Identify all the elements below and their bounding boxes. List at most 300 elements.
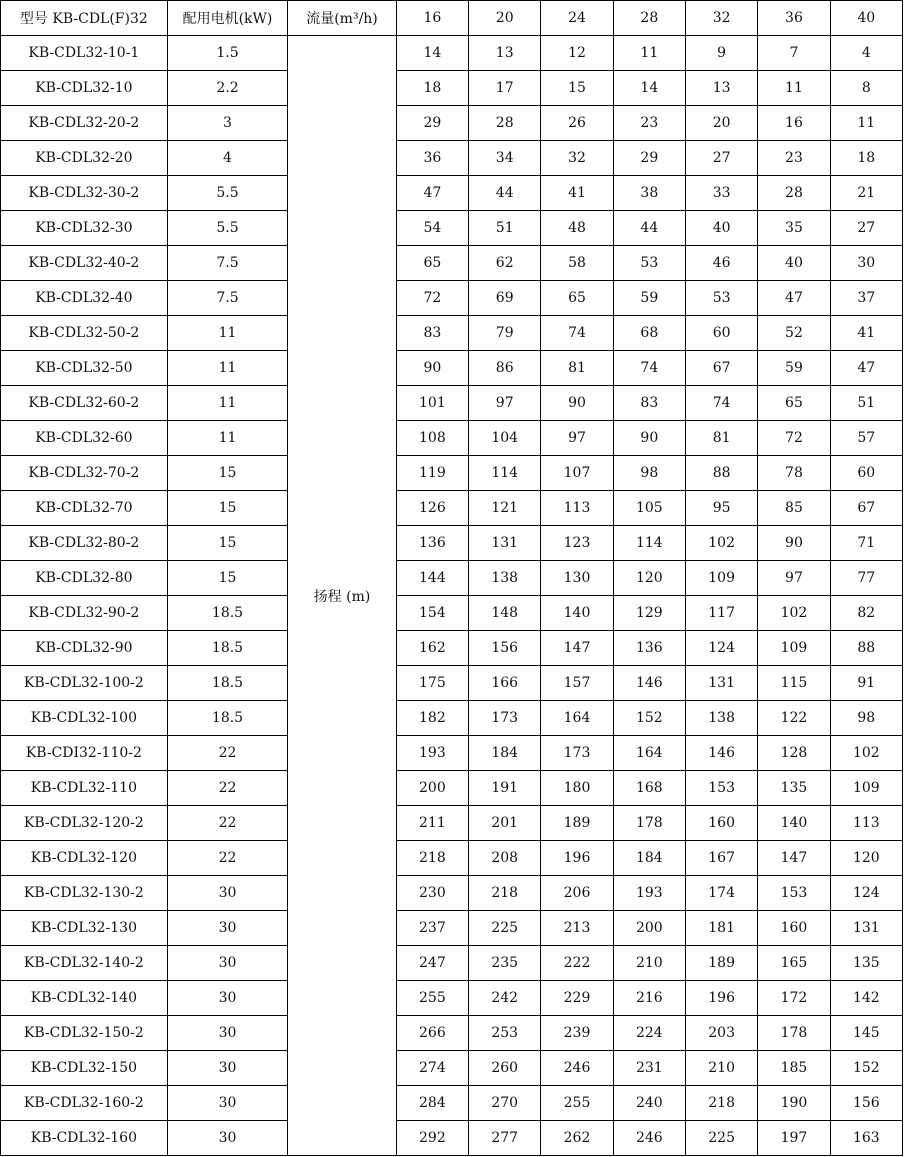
- head-value-cell: 253: [469, 1016, 541, 1051]
- power-cell: 1.5: [167, 36, 288, 71]
- header-row: [1, 1, 903, 36]
- head-value-cell: 52: [758, 316, 830, 351]
- table-row: [1, 36, 903, 71]
- head-value-cell: 152: [613, 701, 685, 736]
- head-value-cell: 230: [396, 876, 468, 911]
- head-value-cell: 260: [469, 1051, 541, 1086]
- head-value-cell: 140: [758, 806, 830, 841]
- model-cell: KB-CDL32-90-2: [1, 596, 168, 631]
- head-value-cell: 175: [396, 666, 468, 701]
- head-value-cell: 247: [396, 946, 468, 981]
- head-value-cell: 101: [396, 386, 468, 421]
- head-value-cell: 173: [541, 736, 613, 771]
- head-value-cell: 138: [469, 561, 541, 596]
- table-row: [1, 736, 903, 771]
- model-cell: KB-CDL32-160: [1, 1121, 168, 1156]
- head-value-cell: 40: [758, 246, 830, 281]
- head-value-cell: 193: [613, 876, 685, 911]
- head-value-cell: 131: [469, 526, 541, 561]
- head-value-cell: 122: [758, 701, 830, 736]
- head-value-cell: 11: [613, 36, 685, 71]
- head-value-cell: 74: [685, 386, 757, 421]
- head-value-cell: 13: [685, 71, 757, 106]
- head-value-cell: 190: [758, 1086, 830, 1121]
- head-value-cell: 224: [613, 1016, 685, 1051]
- table-row: [1, 946, 903, 981]
- head-value-cell: 90: [541, 386, 613, 421]
- power-cell: 22: [167, 841, 288, 876]
- table-row: [1, 1051, 903, 1086]
- model-cell: KB-CDL32-80: [1, 561, 168, 596]
- head-value-cell: 182: [396, 701, 468, 736]
- table-row: [1, 631, 903, 666]
- power-cell: 2.2: [167, 71, 288, 106]
- head-value-cell: 44: [613, 211, 685, 246]
- head-value-cell: 79: [469, 316, 541, 351]
- head-value-cell: 40: [685, 211, 757, 246]
- head-value-cell: 102: [685, 526, 757, 561]
- head-value-cell: 145: [830, 1016, 902, 1051]
- head-value-cell: 108: [396, 421, 468, 456]
- head-value-cell: 77: [830, 561, 902, 596]
- head-value-cell: 37: [830, 281, 902, 316]
- head-value-cell: 255: [396, 981, 468, 1016]
- head-value-cell: 164: [541, 701, 613, 736]
- head-value-cell: 154: [396, 596, 468, 631]
- table-row: [1, 456, 903, 491]
- model-cell: KB-CDL32-80-2: [1, 526, 168, 561]
- head-value-cell: 222: [541, 946, 613, 981]
- head-value-cell: 135: [758, 771, 830, 806]
- model-cell: KB-CDL32-90: [1, 631, 168, 666]
- head-value-cell: 168: [613, 771, 685, 806]
- head-value-cell: 97: [541, 421, 613, 456]
- table-row: [1, 1086, 903, 1121]
- head-value-cell: 178: [758, 1016, 830, 1051]
- head-value-cell: 121: [469, 491, 541, 526]
- head-value-cell: 36: [396, 141, 468, 176]
- head-value-cell: 107: [541, 456, 613, 491]
- head-value-cell: 231: [613, 1051, 685, 1086]
- head-value-cell: 120: [830, 841, 902, 876]
- head-value-cell: 78: [758, 456, 830, 491]
- head-value-cell: 208: [469, 841, 541, 876]
- head-value-cell: 218: [685, 1086, 757, 1121]
- head-value-cell: 138: [685, 701, 757, 736]
- head-value-cell: 41: [830, 316, 902, 351]
- head-value-cell: 41: [541, 176, 613, 211]
- model-cell: KB-CDL32-60-2: [1, 386, 168, 421]
- head-value-cell: 115: [758, 666, 830, 701]
- power-cell: 22: [167, 736, 288, 771]
- model-cell: KB-CDL32-20: [1, 141, 168, 176]
- head-value-cell: 255: [541, 1086, 613, 1121]
- head-value-cell: 136: [396, 526, 468, 561]
- model-cell: KB-CDL32-100: [1, 701, 168, 736]
- power-cell: 15: [167, 491, 288, 526]
- head-value-cell: 72: [396, 281, 468, 316]
- table-row: [1, 911, 903, 946]
- head-value-cell: 53: [685, 281, 757, 316]
- power-cell: 7.5: [167, 281, 288, 316]
- head-value-cell: 104: [469, 421, 541, 456]
- model-cell: KB-CDL32-110: [1, 771, 168, 806]
- head-value-cell: 38: [613, 176, 685, 211]
- head-value-cell: 160: [685, 806, 757, 841]
- head-value-cell: 152: [830, 1051, 902, 1086]
- head-value-cell: 95: [685, 491, 757, 526]
- head-value-cell: 200: [396, 771, 468, 806]
- head-value-cell: 68: [613, 316, 685, 351]
- model-cell: KB-CDL32-150-2: [1, 1016, 168, 1051]
- head-value-cell: 27: [685, 141, 757, 176]
- head-value-cell: 165: [758, 946, 830, 981]
- head-value-cell: 88: [685, 456, 757, 491]
- head-value-cell: 74: [613, 351, 685, 386]
- head-value-cell: 29: [396, 106, 468, 141]
- head-value-cell: 35: [758, 211, 830, 246]
- head-value-cell: 11: [758, 71, 830, 106]
- head-value-cell: 109: [830, 771, 902, 806]
- head-value-cell: 292: [396, 1121, 468, 1156]
- head-value-cell: 135: [830, 946, 902, 981]
- head-value-cell: 97: [469, 386, 541, 421]
- head-value-cell: 14: [396, 36, 468, 71]
- head-value-cell: 109: [685, 561, 757, 596]
- head-value-cell: 47: [830, 351, 902, 386]
- head-value-cell: 51: [469, 211, 541, 246]
- model-cell: KB-CDL32-30-2: [1, 176, 168, 211]
- head-value-cell: 167: [685, 841, 757, 876]
- head-value-cell: 136: [613, 631, 685, 666]
- head-value-cell: 18: [830, 141, 902, 176]
- head-value-cell: 225: [685, 1121, 757, 1156]
- head-value-cell: 262: [541, 1121, 613, 1156]
- head-value-cell: 235: [469, 946, 541, 981]
- table-row: [1, 981, 903, 1016]
- power-cell: 11: [167, 386, 288, 421]
- table-body: [1, 1, 903, 1156]
- head-value-cell: 153: [758, 876, 830, 911]
- head-value-cell: 124: [685, 631, 757, 666]
- head-value-cell: 178: [613, 806, 685, 841]
- table-row: [1, 526, 903, 561]
- power-cell: 18.5: [167, 596, 288, 631]
- head-value-cell: 82: [830, 596, 902, 631]
- head-value-cell: 246: [613, 1121, 685, 1156]
- power-cell: 30: [167, 1051, 288, 1086]
- head-value-cell: 60: [685, 316, 757, 351]
- head-value-cell: 105: [613, 491, 685, 526]
- flow-value-cell: 20: [469, 1, 541, 36]
- head-value-cell: 172: [758, 981, 830, 1016]
- head-value-cell: 30: [830, 246, 902, 281]
- head-value-cell: 206: [541, 876, 613, 911]
- model-cell: KB-CDL32-50: [1, 351, 168, 386]
- head-value-cell: 210: [613, 946, 685, 981]
- head-value-cell: 57: [830, 421, 902, 456]
- model-cell: KB-CDL32-10-1: [1, 36, 168, 71]
- head-value-cell: 147: [758, 841, 830, 876]
- power-cell: 22: [167, 806, 288, 841]
- head-value-cell: 33: [685, 176, 757, 211]
- table-row: [1, 666, 903, 701]
- head-value-cell: 191: [469, 771, 541, 806]
- head-value-cell: 240: [613, 1086, 685, 1121]
- head-value-cell: 8: [830, 71, 902, 106]
- head-value-cell: 153: [685, 771, 757, 806]
- power-cell: 11: [167, 421, 288, 456]
- head-value-cell: 119: [396, 456, 468, 491]
- table-row: [1, 141, 903, 176]
- table-row: [1, 1016, 903, 1051]
- head-value-cell: 131: [685, 666, 757, 701]
- head-value-cell: 211: [396, 806, 468, 841]
- model-cell: KB-CDL32-70-2: [1, 456, 168, 491]
- head-value-cell: 98: [830, 701, 902, 736]
- head-value-cell: 13: [469, 36, 541, 71]
- power-cell: 7.5: [167, 246, 288, 281]
- head-value-cell: 34: [469, 141, 541, 176]
- head-value-cell: 277: [469, 1121, 541, 1156]
- model-cell: KB-CDL32-30: [1, 211, 168, 246]
- model-cell: KB-CDL32-40-2: [1, 246, 168, 281]
- table-row: [1, 1121, 903, 1156]
- head-value-cell: 54: [396, 211, 468, 246]
- head-value-cell: 27: [830, 211, 902, 246]
- power-cell: 30: [167, 1121, 288, 1156]
- head-value-cell: 91: [830, 666, 902, 701]
- table-row: [1, 806, 903, 841]
- head-value-cell: 7: [758, 36, 830, 71]
- head-value-cell: 28: [758, 176, 830, 211]
- power-cell: 18.5: [167, 666, 288, 701]
- power-cell: 11: [167, 351, 288, 386]
- head-value-cell: 174: [685, 876, 757, 911]
- model-header: 型号 KB-CDL(F)32: [1, 1, 168, 36]
- head-value-cell: 123: [541, 526, 613, 561]
- flow-value-cell: 16: [396, 1, 468, 36]
- head-value-cell: 148: [469, 596, 541, 631]
- power-cell: 15: [167, 561, 288, 596]
- head-value-cell: 90: [396, 351, 468, 386]
- head-value-cell: 28: [469, 106, 541, 141]
- head-value-cell: 29: [613, 141, 685, 176]
- head-value-cell: 162: [396, 631, 468, 666]
- head-value-cell: 128: [758, 736, 830, 771]
- head-value-cell: 65: [758, 386, 830, 421]
- model-cell: KB-CDL32-150: [1, 1051, 168, 1086]
- model-cell: KB-CDL32-50-2: [1, 316, 168, 351]
- head-value-cell: 60: [830, 456, 902, 491]
- head-value-cell: 140: [541, 596, 613, 631]
- head-value-cell: 85: [758, 491, 830, 526]
- head-value-cell: 229: [541, 981, 613, 1016]
- head-value-cell: 47: [396, 176, 468, 211]
- head-value-cell: 20: [685, 106, 757, 141]
- head-value-cell: 201: [469, 806, 541, 841]
- head-value-cell: 16: [758, 106, 830, 141]
- head-value-cell: 200: [613, 911, 685, 946]
- head-value-cell: 65: [396, 246, 468, 281]
- power-cell: 30: [167, 981, 288, 1016]
- head-value-cell: 90: [613, 421, 685, 456]
- table-row: [1, 281, 903, 316]
- head-value-cell: 246: [541, 1051, 613, 1086]
- head-value-cell: 32: [541, 141, 613, 176]
- head-value-cell: 225: [469, 911, 541, 946]
- head-value-cell: 65: [541, 281, 613, 316]
- head-value-cell: 83: [396, 316, 468, 351]
- model-cell: KB-CDL32-10: [1, 71, 168, 106]
- table-row: [1, 351, 903, 386]
- head-value-cell: 67: [830, 491, 902, 526]
- head-value-cell: 90: [758, 526, 830, 561]
- head-value-cell: 67: [685, 351, 757, 386]
- head-value-cell: 180: [541, 771, 613, 806]
- table-row: [1, 106, 903, 141]
- head-value-cell: 88: [830, 631, 902, 666]
- head-value-cell: 59: [758, 351, 830, 386]
- head-value-cell: 72: [758, 421, 830, 456]
- head-value-cell: 196: [541, 841, 613, 876]
- head-value-cell: 26: [541, 106, 613, 141]
- model-cell: KB-CDL32-120-2: [1, 806, 168, 841]
- head-value-cell: 184: [613, 841, 685, 876]
- model-cell: KB-CDL32-20-2: [1, 106, 168, 141]
- power-cell: 11: [167, 316, 288, 351]
- head-value-cell: 23: [613, 106, 685, 141]
- power-cell: 18.5: [167, 631, 288, 666]
- head-value-cell: 102: [758, 596, 830, 631]
- table-row: [1, 876, 903, 911]
- flow-value-cell: 28: [613, 1, 685, 36]
- head-value-cell: 166: [469, 666, 541, 701]
- head-value-cell: 114: [613, 526, 685, 561]
- head-value-cell: 189: [541, 806, 613, 841]
- head-value-cell: 44: [469, 176, 541, 211]
- model-cell: KB-CDL32-130-2: [1, 876, 168, 911]
- model-cell: KB-CDL32-60: [1, 421, 168, 456]
- flow-value-cell: 40: [830, 1, 902, 36]
- head-value-cell: 81: [685, 421, 757, 456]
- head-value-cell: 173: [469, 701, 541, 736]
- table-row: [1, 246, 903, 281]
- head-value-cell: 9: [685, 36, 757, 71]
- head-value-cell: 147: [541, 631, 613, 666]
- head-value-cell: 69: [469, 281, 541, 316]
- head-value-cell: 144: [396, 561, 468, 596]
- head-label-cell: 扬程 (m): [288, 36, 396, 1156]
- model-cell: KB-CDL32-140-2: [1, 946, 168, 981]
- table-row: [1, 386, 903, 421]
- head-value-cell: 184: [469, 736, 541, 771]
- power-cell: 18.5: [167, 701, 288, 736]
- table-row: [1, 71, 903, 106]
- power-cell: 30: [167, 911, 288, 946]
- head-value-cell: 126: [396, 491, 468, 526]
- model-cell: KB-CDL32-100-2: [1, 666, 168, 701]
- flow-value-cell: 36: [758, 1, 830, 36]
- model-cell: KB-CDL32-140: [1, 981, 168, 1016]
- flow-value-cell: 32: [685, 1, 757, 36]
- head-value-cell: 156: [469, 631, 541, 666]
- head-value-cell: 47: [758, 281, 830, 316]
- power-cell: 15: [167, 456, 288, 491]
- head-value-cell: 46: [685, 246, 757, 281]
- head-value-cell: 21: [830, 176, 902, 211]
- head-value-cell: 51: [830, 386, 902, 421]
- model-cell: KB-CDL32-160-2: [1, 1086, 168, 1121]
- head-value-cell: 98: [613, 456, 685, 491]
- head-value-cell: 210: [685, 1051, 757, 1086]
- model-cell: KB-CDL32-70: [1, 491, 168, 526]
- head-value-cell: 164: [613, 736, 685, 771]
- power-cell: 3: [167, 106, 288, 141]
- power-cell: 4: [167, 141, 288, 176]
- head-value-cell: 11: [830, 106, 902, 141]
- head-value-cell: 270: [469, 1086, 541, 1121]
- power-cell: 5.5: [167, 176, 288, 211]
- power-cell: 22: [167, 771, 288, 806]
- head-value-cell: 83: [613, 386, 685, 421]
- head-value-cell: 218: [396, 841, 468, 876]
- head-value-cell: 81: [541, 351, 613, 386]
- head-value-cell: 193: [396, 736, 468, 771]
- table-row: [1, 316, 903, 351]
- table-row: [1, 701, 903, 736]
- table-row: [1, 596, 903, 631]
- power-cell: 30: [167, 876, 288, 911]
- head-value-cell: 216: [613, 981, 685, 1016]
- power-cell: 30: [167, 1016, 288, 1051]
- head-value-cell: 113: [541, 491, 613, 526]
- model-cell: KB-CDL32-40: [1, 281, 168, 316]
- head-value-cell: 185: [758, 1051, 830, 1086]
- table-row: [1, 771, 903, 806]
- power-cell: 30: [167, 1086, 288, 1121]
- model-cell: KB-CDL32-130: [1, 911, 168, 946]
- table-row: [1, 211, 903, 246]
- head-value-cell: 53: [613, 246, 685, 281]
- head-value-cell: 97: [758, 561, 830, 596]
- table-row: [1, 421, 903, 456]
- head-value-cell: 117: [685, 596, 757, 631]
- power-cell: 5.5: [167, 211, 288, 246]
- head-value-cell: 4: [830, 36, 902, 71]
- head-value-cell: 12: [541, 36, 613, 71]
- head-value-cell: 274: [396, 1051, 468, 1086]
- head-value-cell: 130: [541, 561, 613, 596]
- power-header: 配用电机(kW): [167, 1, 288, 36]
- power-cell: 15: [167, 526, 288, 561]
- head-value-cell: 284: [396, 1086, 468, 1121]
- head-value-cell: 59: [613, 281, 685, 316]
- head-value-cell: 146: [685, 736, 757, 771]
- head-value-cell: 146: [613, 666, 685, 701]
- head-value-cell: 58: [541, 246, 613, 281]
- head-value-cell: 157: [541, 666, 613, 701]
- head-value-cell: 131: [830, 911, 902, 946]
- head-value-cell: 48: [541, 211, 613, 246]
- model-cell: KB-CDI32-110-2: [1, 736, 168, 771]
- table-row: [1, 491, 903, 526]
- head-value-cell: 242: [469, 981, 541, 1016]
- head-value-cell: 18: [396, 71, 468, 106]
- head-value-cell: 120: [613, 561, 685, 596]
- table-row: [1, 561, 903, 596]
- head-value-cell: 74: [541, 316, 613, 351]
